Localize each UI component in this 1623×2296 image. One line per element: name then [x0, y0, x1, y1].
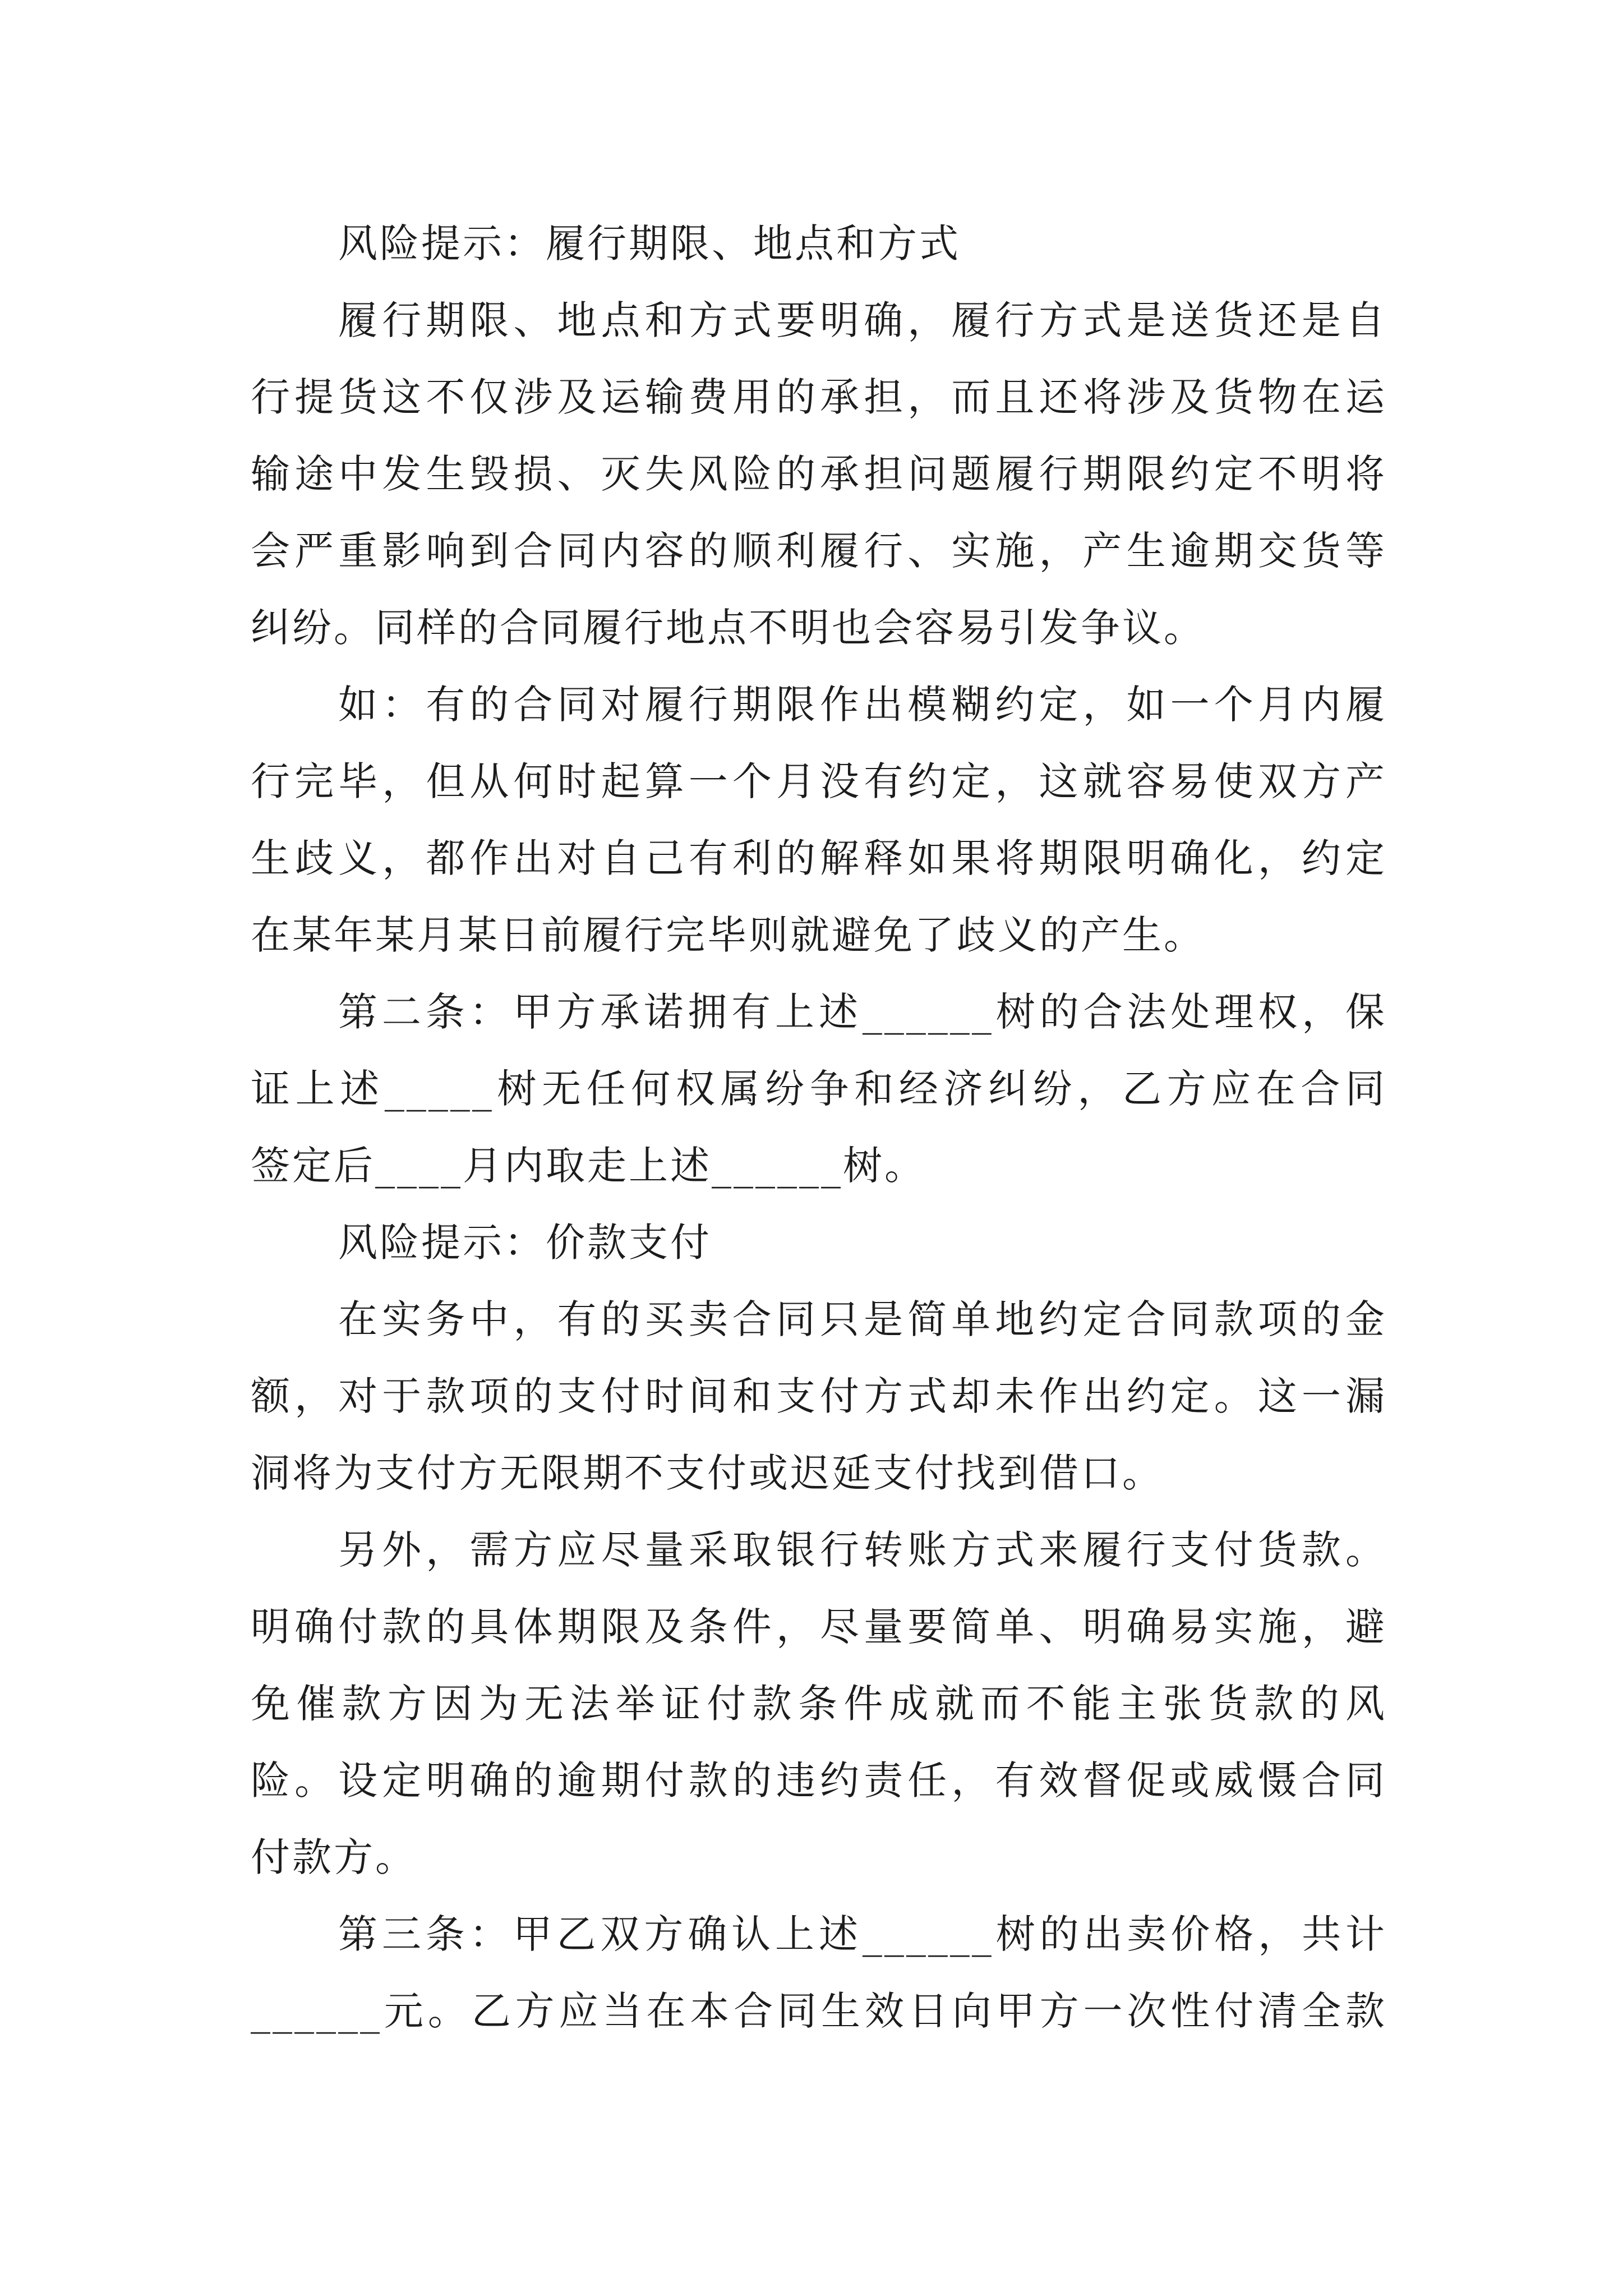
text-line: 第二条：甲方承诺拥有上述______树的合法处理权，保	[338, 989, 1387, 1035]
text-line: 洞将为支付方无限期不支付或迟延支付找到借口。	[251, 1450, 1164, 1496]
heading-risk-performance	[251, 205, 1387, 282]
text-line: 明确付款的具体期限及条件，尽量要简单、明确易实施，避	[251, 1604, 1387, 1650]
text-line: 额，对于款项的支付时间和支付方式却未作出约定。这一漏	[251, 1373, 1387, 1419]
text-line: 在实务中，有的买卖合同只是简单地约定合同款项的金	[338, 1296, 1387, 1342]
text-line: 在某年某月某日前履行完毕则就避免了歧义的产生。	[251, 912, 1205, 958]
text-line: 输途中发生毁损、灭失风险的承担问题履行期限约定不明将	[251, 451, 1387, 497]
text-line: 行提货这不仅涉及运输费用的承担，而且还将涉及货物在运	[251, 374, 1387, 420]
paragraph-performance-terms	[251, 282, 1387, 666]
document-page	[251, 205, 1387, 2050]
text-line: ______元。乙方应当在本合同生效日向甲方一次性付清全款	[251, 1988, 1387, 2034]
text-line: 纠纷。同样的合同履行地点不明也会容易引发争议。	[251, 605, 1205, 651]
paragraph-payment-practice	[251, 1281, 1387, 1512]
paragraph-example	[251, 666, 1387, 974]
text-line: 付款方。	[251, 1834, 417, 1880]
text-line: 免催款方因为无法举证付款条件成就而不能主张货款的风	[251, 1681, 1387, 1727]
text-line: 生歧义，都作出对自己有利的解释如果将期限明确化，约定	[251, 835, 1387, 881]
clause-article-3	[251, 1896, 1387, 2050]
text-line: 风险提示：履行期限、地点和方式	[338, 220, 961, 266]
text-line: 签定后____月内取走上述______树。	[251, 1143, 926, 1189]
paragraph-payment-advice	[251, 1512, 1387, 1896]
text-line: 行完毕，但从何时起算一个月没有约定，这就容易使双方产	[251, 758, 1387, 804]
text-line: 第三条：甲乙双方确认上述______树的出卖价格，共计	[338, 1911, 1387, 1957]
text-line: 另外，需方应尽量采取银行转账方式来履行支付货款。	[338, 1527, 1387, 1573]
text-line: 如：有的合同对履行期限作出模糊约定，如一个月内履	[338, 682, 1387, 728]
heading-risk-payment	[251, 1204, 1387, 1281]
text-line: 证上述_____树无任何权属纷争和经济纠纷，乙方应在合同	[251, 1066, 1387, 1112]
text-line: 风险提示：价款支付	[338, 1220, 712, 1266]
text-line: 会严重影响到合同内容的顺利履行、实施，产生逾期交货等	[251, 528, 1387, 574]
clause-article-2	[251, 974, 1387, 1204]
text-line: 险。设定明确的逾期付款的违约责任，有效督促或威慑合同	[251, 1757, 1387, 1803]
text-line: 履行期限、地点和方式要明确，履行方式是送货还是自	[338, 297, 1387, 343]
